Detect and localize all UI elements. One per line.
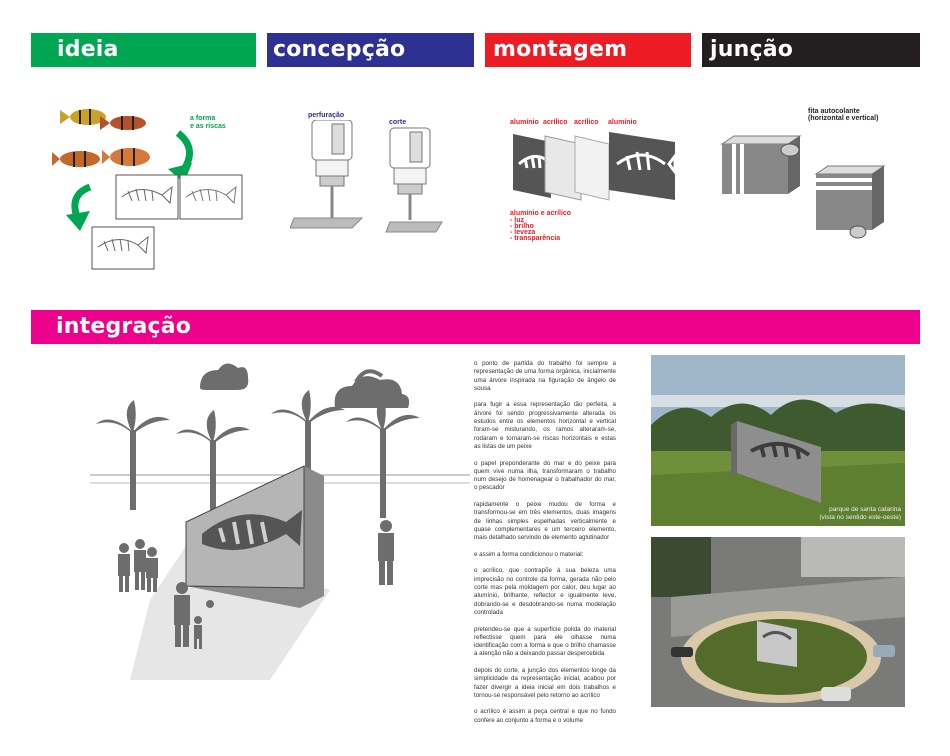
paragraph: o ponto de partida do trabalho foi sempre a representação de uma forma orgânica, inicialmente uma árvore inspirada na figuração de ângelo de sousa xyxy=(474,360,616,392)
header-ideia: ideia xyxy=(31,33,256,67)
description-text xyxy=(474,360,616,733)
material-item-3: - leveza xyxy=(510,229,536,236)
label-perfuracao: perfuração xyxy=(308,112,345,119)
layer-label-1: alumínio xyxy=(510,119,539,126)
header-montagem: montagem xyxy=(485,33,691,67)
header-integracao: integração xyxy=(31,310,920,344)
junction-illustration xyxy=(720,128,890,243)
drill-illustrations xyxy=(290,120,460,240)
caption-line-1: parque de santa catarina xyxy=(829,506,901,513)
tape-label-2: (horizontal e vertical) xyxy=(808,115,879,122)
layer-label-3: acrílico xyxy=(574,119,599,126)
cloud-icon xyxy=(200,363,248,390)
material-item-2: - brilho xyxy=(510,223,534,230)
roundabout-photo xyxy=(651,537,905,707)
paragraph: o acrílico, que contrapõe à sua beleza uma imprecisão no controle da forma, gerada não pelo corte mas pela moldagem por calor, deu lugar ao alumínio, brilhante, reflector e igualmente leve, dobrando-se e desdobrando-se numa modelação controlada xyxy=(474,567,616,616)
material-item-4: - transparência xyxy=(510,235,561,242)
ideia-arrow-label-2: e as riscas xyxy=(190,123,226,130)
paragraph: o papel preponderante do mar e do peixe para quem vive numa ilha, transformaram o trabalho num desejo de homenagear o trabalhador do mar, o pescador xyxy=(474,459,616,492)
paragraph: e assim a forma condicionou o material: xyxy=(474,550,584,558)
caption-line-2: (vista no sentido este-oeste) xyxy=(819,514,901,521)
paragraph: para fugir a essa representação tão perfeita, a árvore foi sendo progressivamente alterada os estudos entre os elementos horizontal e vertical foram-se misturando, os ramos alteraram-se, rodaram e tornaram-se riscas horizontais e estas as listas de um peixe xyxy=(474,401,616,450)
material-title: alumínio e acrílico xyxy=(510,210,572,217)
paragraph: pretendeu-se que a superfície polida do material reflectisse quem para ele olhasse numa identificação com a forma e que o brilho chamasse a atenção não a deixando passar despercebida xyxy=(474,625,616,658)
tape-label-1: fita autocolante xyxy=(808,108,860,115)
layer-label-4: alumínio xyxy=(608,119,637,126)
header-juncao: junção xyxy=(702,33,920,67)
paragraph: o acrílico é assim a peça central e que no fundo confere ao conjunto a forma e o volume xyxy=(474,708,616,724)
ideia-illustration xyxy=(50,95,250,275)
paragraph: depois do corte, a junção dos elementos longe da simplicidade da representação inicial, acabou por fazer divergir a ideia inicial em dois trabalhos e tornou-se responsável pelo retorno ao acrílico xyxy=(474,666,616,699)
material-item-1: - luz xyxy=(510,217,524,224)
paragraph: rapidamente o peixe mudou de forma e transformou-se em três elementos, duas imagens de linhas simples espelhadas verticalmente e quase complementares e um terceiro elemento, mais detalhado servindo de elemento aglutinador xyxy=(474,501,616,542)
ideia-arrow-label-1: a forma xyxy=(190,115,216,122)
layers-illustration xyxy=(505,128,685,203)
fish-photos xyxy=(52,109,150,167)
header-concepcao: concepção xyxy=(267,33,474,67)
label-corte: corte xyxy=(389,119,407,126)
park-photo xyxy=(651,355,905,526)
integration-scene xyxy=(90,350,470,680)
layer-label-2: acrílico xyxy=(543,119,568,126)
cloud-sun-icon xyxy=(335,376,410,408)
